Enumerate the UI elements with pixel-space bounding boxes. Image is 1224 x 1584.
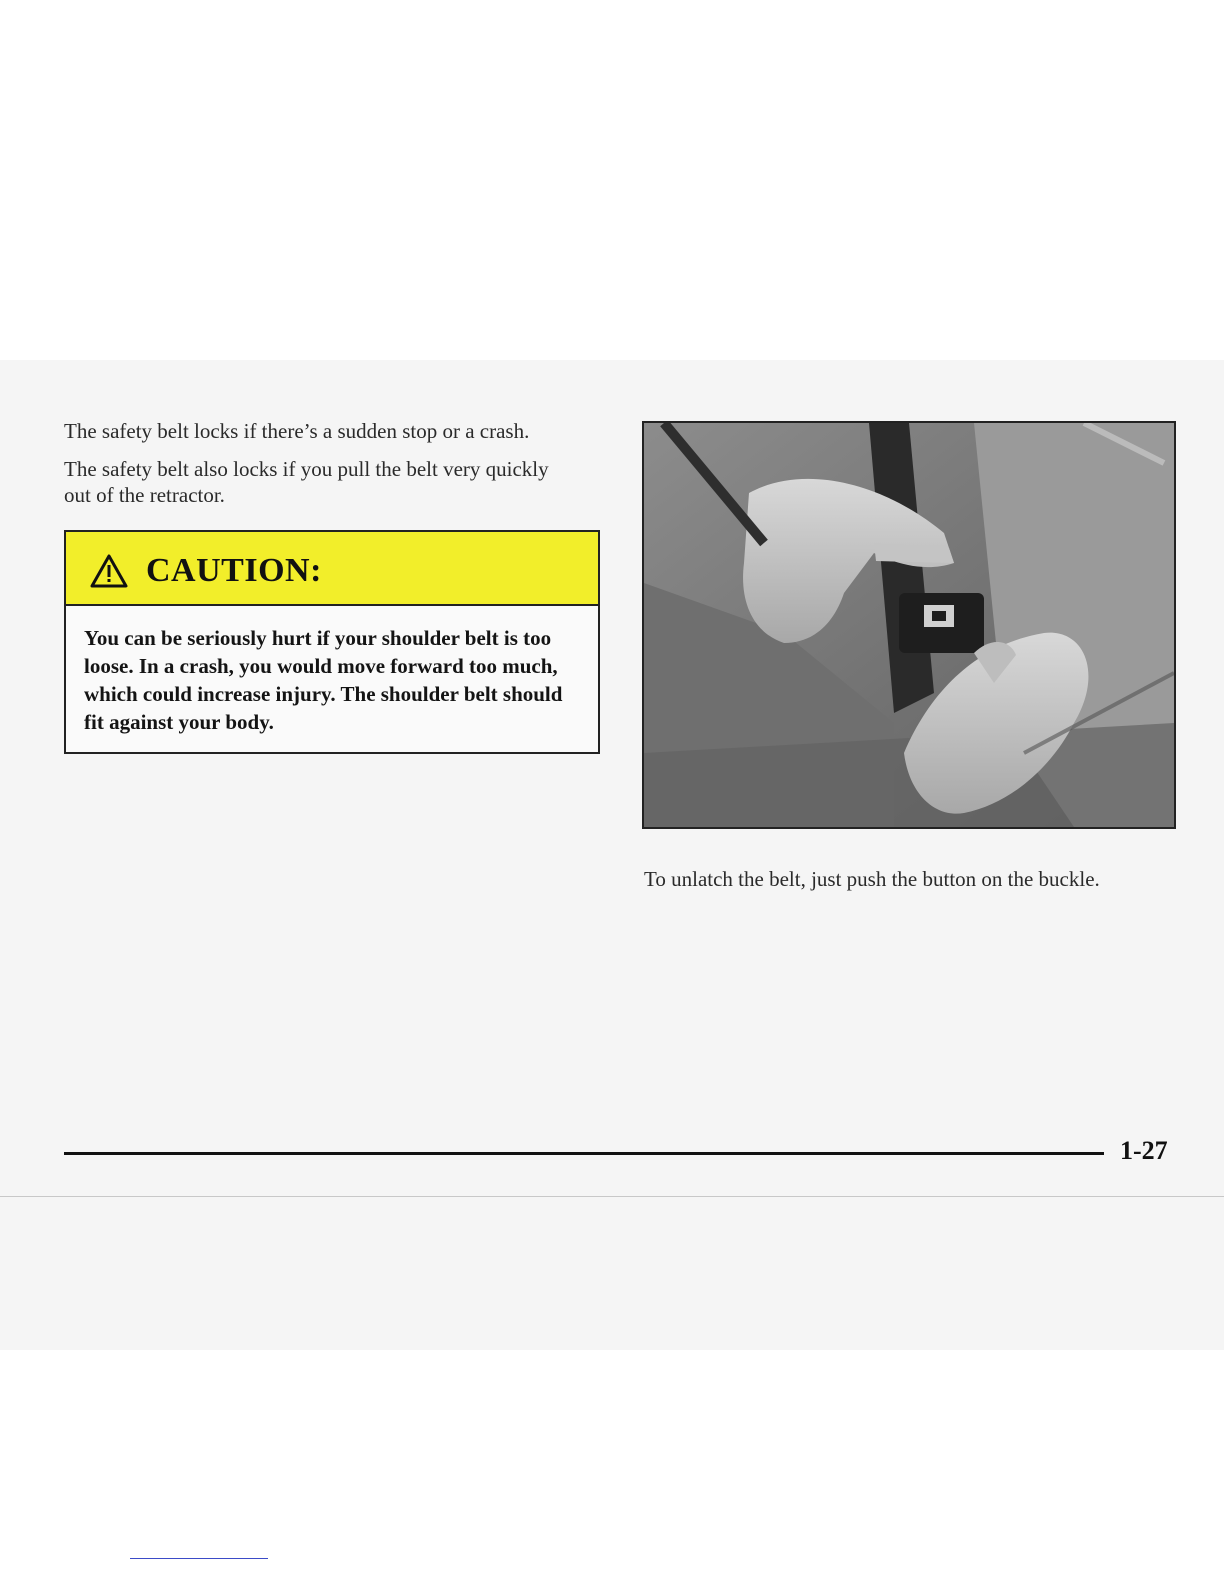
caution-title: CAUTION: [146, 552, 322, 589]
body-paragraph-locking: The safety belt locks if there’s a sudden stop or a crash. [64, 419, 530, 443]
caution-text: You can be seriously hurt if your shoulder belt is too loose. In a crash, you would move forward too much, which could increase injury. The shoulder belt should fit against your body. [84, 626, 563, 734]
buckle-photo [642, 421, 1176, 829]
footer-rule [64, 1152, 1104, 1155]
scan-edge-line [0, 1196, 1224, 1197]
photo-caption: To unlatch the belt, just push the button on the buckle. [644, 867, 1100, 891]
caution-header [66, 532, 598, 606]
body-paragraph-retractor: The safety belt also locks if you pull the belt very quickly out of the retractor. [64, 457, 549, 507]
caution-box [64, 530, 600, 754]
link-underline [130, 1558, 268, 1559]
warning-triangle-icon [90, 554, 128, 588]
page-number: 1-27 [1120, 1136, 1168, 1165]
